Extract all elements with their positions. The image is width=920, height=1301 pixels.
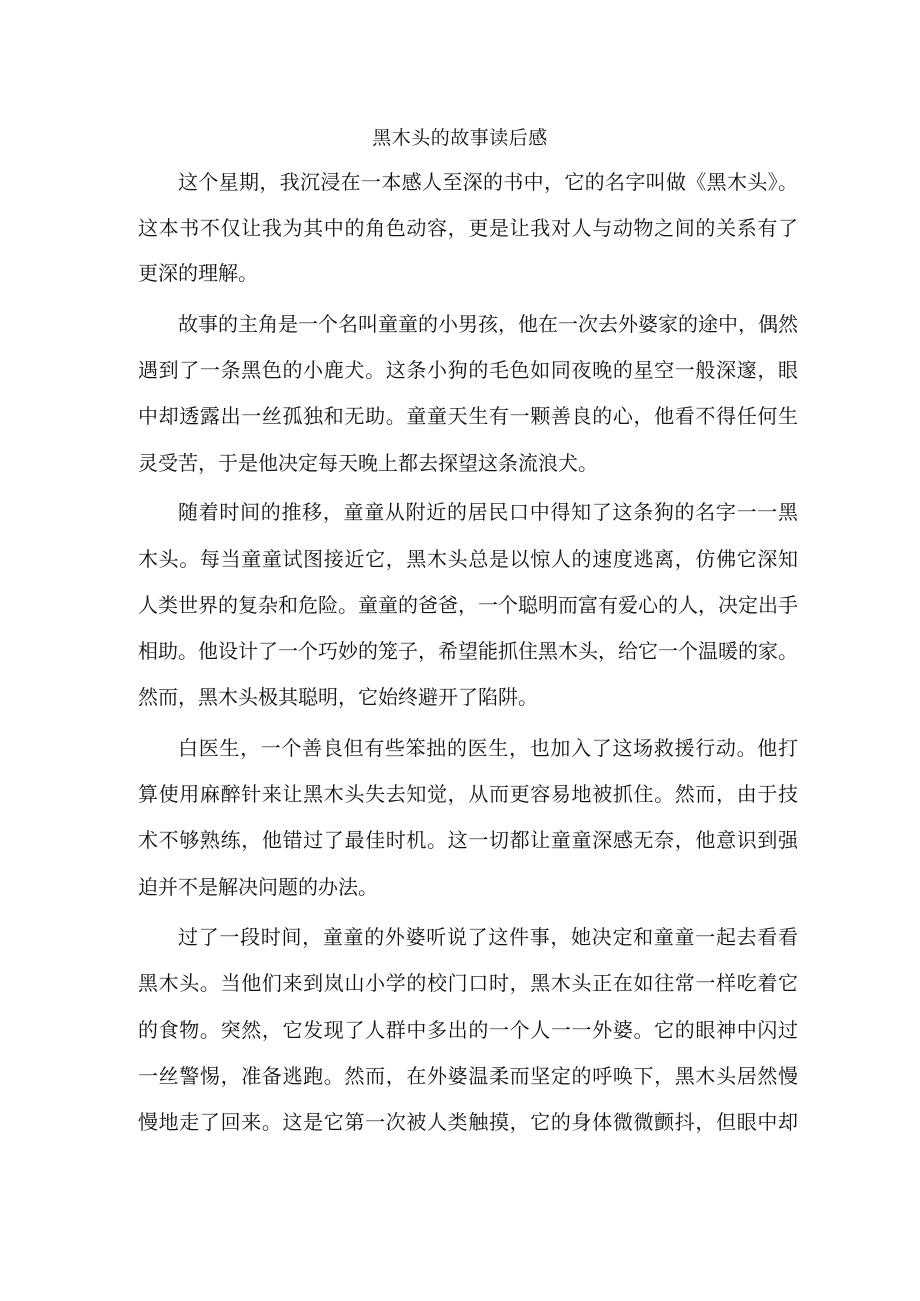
paragraph-1-line-2: 这本书不仅让我为其中的角色动容，更是让我对人与动物之间的关系有了 [138,216,798,240]
paragraph-4-line-4: 迫并不是解决问题的办法。 [138,875,378,899]
paragraph-1-line-3: 更深的理解。 [138,261,258,285]
paragraph-4-line-3: 术不够熟练，他错过了最佳时机。这一切都让童童深感无奈，他意识到强 [138,828,798,852]
paragraph-5-line-4: 一丝警惕，准备逃跑。然而，在外婆温柔而坚定的呼唤下，黑木头居然慢 [138,1064,798,1088]
paragraph-5-line-3: 的食物。突然，它发现了人群中多出的一个人一一外婆。它的眼神中闪过 [138,1018,798,1042]
paragraph-1-line-1: 这个星期，我沉浸在一本感人至深的书中，它的名字叫做《黑木头》。 [178,170,798,194]
paragraph-2-line-4: 灵受苦，于是他决定每天晚上都去探望这条流浪犬。 [138,451,598,475]
paragraph-3-line-2: 木头。每当童童试图接近它，黑木头总是以惊人的速度逃离，仿佛它深知 [138,547,798,571]
paragraph-2-line-1: 故事的主角是一个名叫童童的小男孩，他在一次去外婆家的途中，偶然 [178,312,798,336]
paragraph-5-line-5: 慢地走了回来。这是它第一次被人类触摸，它的身体微微颤抖，但眼中却 [138,1110,798,1134]
paragraph-4-line-2: 算使用麻醉针来让黑木头失去知觉，从而更容易地被抓住。然而，由于技 [138,782,798,806]
document-title: 黑木头的故事读后感 [372,127,548,149]
paragraph-3-line-4: 相助。他设计了一个巧妙的笼子，希望能抓住黑木头，给它一个温暖的家。 [138,639,798,663]
paragraph-3-line-3: 人类世界的复杂和危险。童童的爸爸，一个聪明而富有爱心的人，决定出手 [138,593,798,617]
paragraph-4-line-1: 白医生，一个善良但有些笨拙的医生，也加入了这场救援行动。他打 [178,736,798,760]
paragraph-2-line-3: 中却透露出一丝孤独和无助。童童天生有一颗善良的心，他看不得任何生 [138,404,798,428]
paragraph-5-line-1: 过了一段时间，童童的外婆听说了这件事，她决定和童童一起去看看 [178,925,798,949]
paragraph-5-line-2: 黑木头。当他们来到岚山小学的校门口时，黑木头正在如往常一样吃着它 [138,971,798,995]
paragraph-3-line-5: 然而，黑木头极其聪明，它始终避开了陷阱。 [138,685,538,709]
paragraph-3-line-1: 随着时间的推移，童童从附近的居民口中得知了这条狗的名字一一黑 [178,500,798,524]
paragraph-2-line-2: 遇到了一条黑色的小鹿犬。这条小狗的毛色如同夜晚的星空一般深邃，眼 [138,358,798,382]
